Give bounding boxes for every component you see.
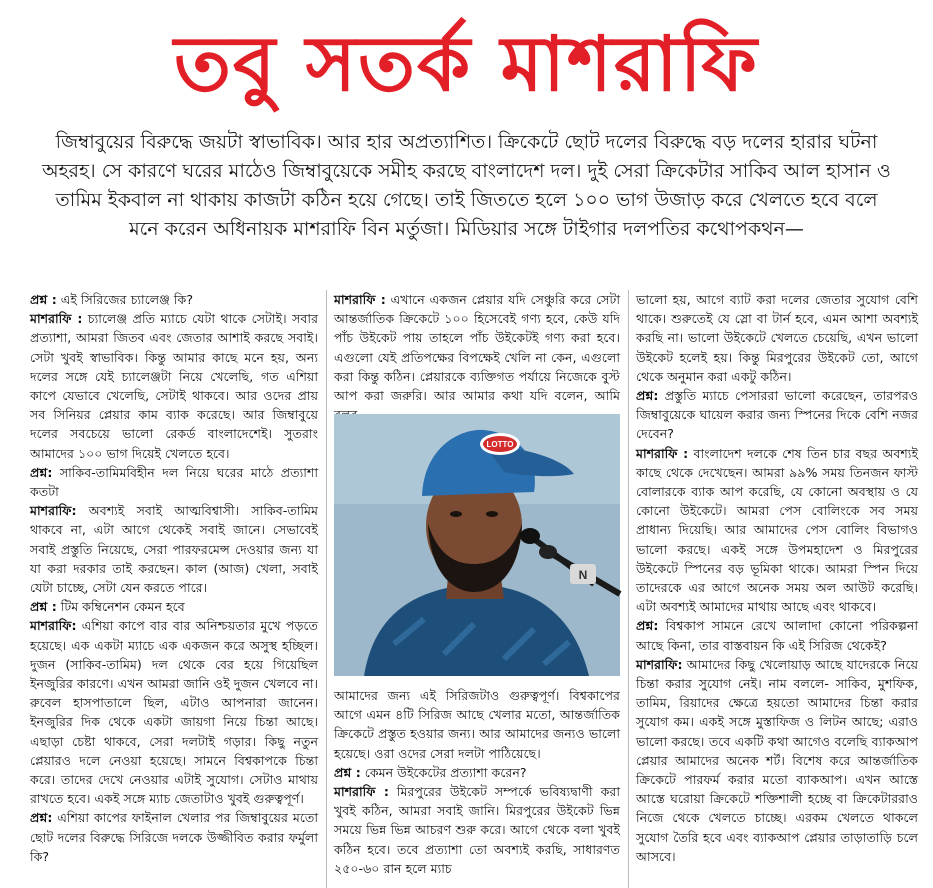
qa-item: [30, 501, 318, 597]
qa-text: মিরপুরের উইকেট সম্পর্কে ভবিষ্যদ্বাণী করা খুবই কঠিন, আমরা সবাই জানি। মিরপুরের উইকেট ভিন্ন সময়ে ভিন্ন ভিন্ন আচরণ শুরু করে। আগে থেকে বলা খুবই কঠিন হবে। তবে প্রত্যাশা তো অবশ্যই করছি, সাধারণত ২৫০-৬০ রান হলে ম্যাচ: [334, 784, 621, 876]
speaker-label: মাশরাফি :: [30, 311, 83, 327]
column-1: [30, 290, 318, 888]
speaker-label: মাশরাফি:: [30, 618, 77, 634]
speaker-label: প্রশ্ন :: [30, 599, 57, 615]
qa-text: বাংলাদেশ দলকে শেষ তিন চার বছর অবশ্যই কাছে থেকে দেখেছেন। আমরা ৯৯% সময় তিনজন ফাস্ট বোলারকে ব্যাক আপ করেছি, যে কোনো অবস্থায় ও যে কোনো উইকেটে। আমরা পেস বোলিংকে সব সময় প্রাধান্য দিয়েছি। আর আমাদের পেস বোলিং বিভাগও ভালো করছে। একই সঙ্গে উপমহাদেশ ও মিরপুরের উইকেটে স্পিনের বড় ভূমিকা থাকে। আমরা স্পিন দিয়ে তাদেরকে এর আগে অনেক সময় অল আউট করেছি। এটা অবশ্যই আমাদের মাথায় আছে এবং থাকবে।: [636, 445, 918, 615]
speaker-label: প্রশ্ন :: [30, 292, 57, 307]
qa-item: [30, 616, 318, 808]
qa-item: [636, 655, 918, 866]
qa-text: এখানে একজন প্লেয়ার যদি সেঞ্চুরি করে সেটা আন্তর্জাতিক ক্রিকেটে ১০০ হিসেবেই গণ্য হবে, কেউ যদি পাঁচ উইকেট পায় তাহলে পাঁচ উইকেটই গণ্য করা হবে। এগুলো যেই প্রতিপক্ষের বিপক্ষেই খেলি না কেন, এগুলো করা কিন্তু কঠিন। প্লেয়ারকে ব্যক্তিগত পর্যায়ে নিজেকে বুস্ট আপ করা জরুরি। আর আমার কথা যদি বলেন, আমি: [334, 292, 621, 404]
qa-item: [334, 686, 620, 763]
qa-item: [30, 597, 318, 616]
player-photo: [334, 414, 620, 676]
qa-text: চ্যালেঞ্জ প্রতি ম্যাচে যেটা থাকে সেটাই। সবার প্রত্যাশা, আমরা জিতব এবং জেতার আশাই করছে সবাই। সেটা খুবই স্বাভাবিক। কিন্তু আমার কাছে মনে হয়, অন্য দলের সঙ্গে যেই চ্যালেঞ্জটা নিয়ে খেলেছি, গত এশিয়া কাপে যেভাবে খেলেছি, সেটাই থাকবে। আর ওদের প্রায় সব সিনিয়র প্লেয়ার কাম ব্যাক করেছে। আর জিম্বাবুয়ে দলের সবচেয়ে ভালো রেকর্ড বাংলাদেশেই। সুতরাং আমাদের ১০০ ভাগ দিয়েই খেলতে হবে।: [30, 311, 318, 461]
cap-logo-text: LOTTO: [486, 440, 514, 449]
qa-item: [636, 444, 918, 617]
column-divider: [628, 290, 629, 888]
column-divider: [326, 290, 327, 888]
qa-item: [636, 616, 918, 654]
qa-item: [636, 290, 918, 386]
qa-text: বিশ্বকাপ সামনে রেখে আলাদা কোনো পরিকল্পনা আছে কিনা, তার বাস্তবায়ন কি এই সিরিজ থেকেই?: [636, 618, 918, 653]
qa-text: ভালো হয়, আগে ব্যাট করা দলের জেতার সুযোগ বেশি থাকে। শুরুতেই যে স্লো বা টার্ন হবে, এমন আশা অবশ্যই করছি না। ভালো উইকেটে খেলতে চেয়েছি, এখন ভালো উইকেট হলেই হয়। কিন্তু মিরপুরের উইকেট তো, আগে থেকে অনুমান করা একটু কঠিন।: [636, 292, 918, 384]
speaker-label: প্রশ্ন:: [30, 464, 53, 480]
qa-item: [30, 808, 318, 866]
column-2-bottom: [334, 686, 620, 878]
speaker-label: মাশরাফি:: [30, 503, 77, 519]
qa-item: [30, 463, 318, 501]
qa-item: [30, 290, 318, 309]
qa-item: [30, 309, 318, 463]
intro-paragraph: জিম্বাবুয়ের বিরুদ্ধে জয়টা স্বাভাবিক। আর হার অপ্রত্যাশিত। ক্রিকেটে ছোট দলের বিরুদ্ধে বড় দলের হারার ঘটনা অহরহ। সে কারণে ঘরের মাঠেও জিম্বাবুয়েকে সমীহ করছে বাংলাদেশ দল। দুই সেরা ক্রিকেটার সাকিব আল হাসান ও তামিম ইকবাল না থাকায় কাজটা কঠিন হয়ে গেছে। তাই জিততে হলে ১০০ ভাগ উজাড় করে খেলতে হবে বলে মনে করেন অধিনায়ক মাশরাফি বিন মর্তুজা। মিডিয়ার সঙ্গে টাইগার দলপতির কথোপকথন—: [42, 131, 891, 240]
player-portrait-illustration: [334, 414, 620, 676]
qa-text: আমাদের জন্য এই সিরিজটাও গুরুত্বপূর্ণ। বিশ্বকাপের আগে এমন ৪টি সিরিজ আছে খেলার মতো, আন্তর্জাতিক ক্রিকেটে প্রস্তুত হওয়ার জন্য। আর আমাদের জন্যও ভালো হয়েছে। ওরা ওদের সেরা দলটা পাঠিয়েছে।: [334, 688, 620, 761]
qa-text: টিম কম্বিনেশন কেমন হবে: [56, 599, 185, 615]
speaker-label: প্রশ্ন:: [636, 388, 659, 404]
mic-tag-text: N: [578, 568, 588, 582]
qa-item: [334, 782, 620, 878]
qa-text: এশিয়া কাপে বার বার অনিশ্চয়তার মুখে পড়তে হয়েছে। এক একটা ম্যাচে এক একজন করে অসুস্থ হচ্ছিল। দুজন (সাকিব-তামিম) দল থেকে বের হয়ে গিয়েছিল ইনজুরির কারণে। এখন আমরা জানি ওই দুজন খেলবে না। রুবেল হাসপাতালে ছিল, এটাও আপনারা জানেন। ইনজুরির দিক থেকে একটা জায়গা নিয়ে চিন্তা আছে। এছাড়া চেষ্টা থাকবে, সেরা দলটাই গড়ার। কিছু নতুন প্লেয়ারও দলে নেওয়া হয়েছে। সামনে বিশ্বকাপকে চিন্তা করে। তাদের দেখে নেওয়ার এটাই সুযোগ। সেটাও মাথায় রাখতে হবে। একই সঙ্গে ম্যাচ জেতাটাও খুবই গুরুত্বপূর্ণ।: [30, 618, 318, 807]
qa-item: [334, 763, 620, 782]
speaker-label: প্রশ্ন :: [334, 764, 361, 780]
qa-text: এশিয়া কাপের ফাইনাল খেলার পর জিম্বাবুয়ের মতো ছোট দলের বিরুদ্ধে সিরিজে দলকে উজ্জীবিত করার ফর্মুলা কি?: [30, 810, 318, 864]
qa-text: সাকিব-তামিমবিহীন দল নিয়ে ঘরের মাঠে প্রত্যাশা কতটা: [30, 464, 318, 500]
speaker-label: মাশরাফি:: [636, 656, 683, 672]
speaker-label: মাশরাফি :: [334, 292, 386, 307]
qa-item: [334, 290, 620, 424]
column-3: [636, 290, 918, 888]
speaker-label: প্রশ্ন:: [30, 810, 53, 826]
qa-text: আমাদের কিছু খেলোয়াড় আছে যাদেরকে নিয়ে চিন্তা করার সুযোগ নেই। নাম বললে- সাকিব, মুশফিক, তামিম, রিয়াদের ক্ষেত্রে হয়তো আমাদের চিন্তা করার সুযোগ কম। একই সঙ্গে মুস্তাফিজ ও লিটন আছে; এরাও ভালো করছে। তবে একটি কথা আগেও বলেছি ব্যাকআপ প্লেয়ার আমাদের অনেক শর্ট। বিশেষ করে আন্তর্জাতিক ক্রিকেটে পারফর্ম করার মতো ব্যাকআপ। এখন আস্তে আস্তে ঘরোয়া ক্রিকেটে শক্তিশালী হচ্ছে বা ক্রিকেটাররাও নিজে থেকে খেলতে চাচ্ছে। এরকম খেলতে থাকলে সুযোগ তৈরি হবে এবং ব্যাকআপ প্লেয়ার তাড়াতাড়ি চলে আসবে।: [636, 656, 918, 864]
speaker-label: প্রশ্ন:: [636, 618, 659, 634]
qa-text: এই সিরিজের চ্যালেঞ্জ কি?: [56, 292, 194, 307]
qa-text: অবশ্যই সবাই আত্মবিশ্বাসী। সাকিব-তামিম থাকবে না, এটা আগে থেকেই সবাই জানে। সেভাবেই সবাই প্রস্তুতি নিয়েছে, সেরা পারফরমেন্স দেওয়ার জন্য যা যা করা দরকার তাই করছেন। কাল (আজ) খেলা, সবাই যেটা চাচ্ছে, সেটা যেন করতে পারে।: [30, 503, 318, 596]
speaker-label: মাশরাফি :: [334, 784, 389, 800]
qa-item: [636, 386, 918, 444]
column-2-top: [334, 290, 620, 410]
headline: তবু সতর্ক মাশরাফি: [174, 19, 759, 108]
qa-text: প্রস্তুতি ম্যাচে পেসাররা ভালো করেছেন, তারপরও জিম্বাবুয়েকে ঘায়েল করার জন্য স্পিনের দিকে বেশি নজর দেবেন?: [636, 388, 918, 442]
qa-text: কেমন উইকেটের প্রত্যাশা করেন?: [360, 764, 527, 780]
speaker-label: মাশরাফি :: [636, 445, 689, 461]
